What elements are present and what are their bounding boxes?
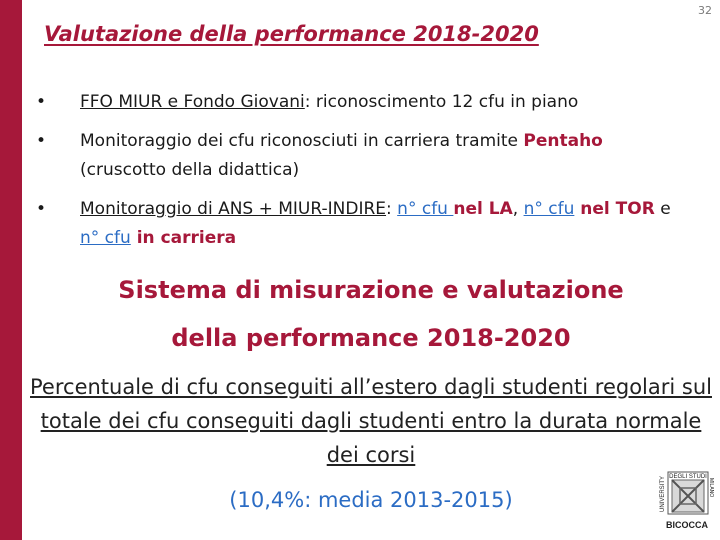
- bullet-item: [36, 88, 686, 117]
- bullet-underlined-text: FFO MIUR e Fondo Giovani: [80, 92, 305, 112]
- bullet-text: : riconoscimento 12 cfu in piano: [304, 92, 579, 112]
- bullet-text-continued: (cruscotto della didattica): [80, 160, 300, 180]
- university-logo: [656, 466, 712, 532]
- indicator-description: Percentuale di cfu conseguiti all’estero dagli studenti regolari sul totale dei cfu conseguiti dagli studenti entro la durata normale dei corsi: [30, 375, 712, 467]
- bullet-marker: •: [36, 92, 47, 112]
- page-number: 32: [698, 4, 712, 17]
- bullet-and: e: [654, 199, 671, 219]
- tor-highlight: nel TOR: [574, 199, 655, 219]
- la-highlight: nel LA: [453, 199, 513, 219]
- bullet-marker: •: [36, 131, 47, 151]
- section-heading-line1: Sistema di misurazione e valutazione: [118, 276, 624, 304]
- bullet-comma: ,: [512, 199, 524, 219]
- bullet-item: [36, 127, 686, 185]
- indicator-value-note: (10,4%: media 2013-2015): [229, 488, 513, 512]
- cfu-link[interactable]: n° cfu: [523, 199, 575, 219]
- carriera-highlight: in carriera: [130, 228, 237, 248]
- cfu-link[interactable]: n° cfu: [397, 199, 454, 219]
- logo-side-text-2: MILANO: [708, 478, 714, 498]
- section-heading-line2: della performance 2018-2020: [171, 324, 571, 352]
- bullet-item: [36, 195, 686, 253]
- bullet-underlined-text: Monitoraggio di ANS + MIUR-INDIRE: [80, 199, 387, 219]
- side-accent-bar: [0, 0, 22, 540]
- logo-bottom-text: BICOCCA: [666, 520, 708, 530]
- logo-top-text: DEGLI STUDI: [669, 474, 707, 480]
- bullet-marker: •: [36, 199, 47, 219]
- bullet-text: Monitoraggio dei cfu riconosciuti in carriera tramite: [80, 131, 524, 151]
- cfu-link[interactable]: n° cfu: [80, 228, 131, 248]
- pentaho-highlight: Pentaho: [523, 131, 603, 151]
- bullet-list: [36, 88, 686, 263]
- bullet-separator: :: [386, 199, 398, 219]
- logo-side-text: UNIVERSITY: [660, 475, 666, 512]
- slide-title: Valutazione della performance 2018-2020: [44, 22, 539, 46]
